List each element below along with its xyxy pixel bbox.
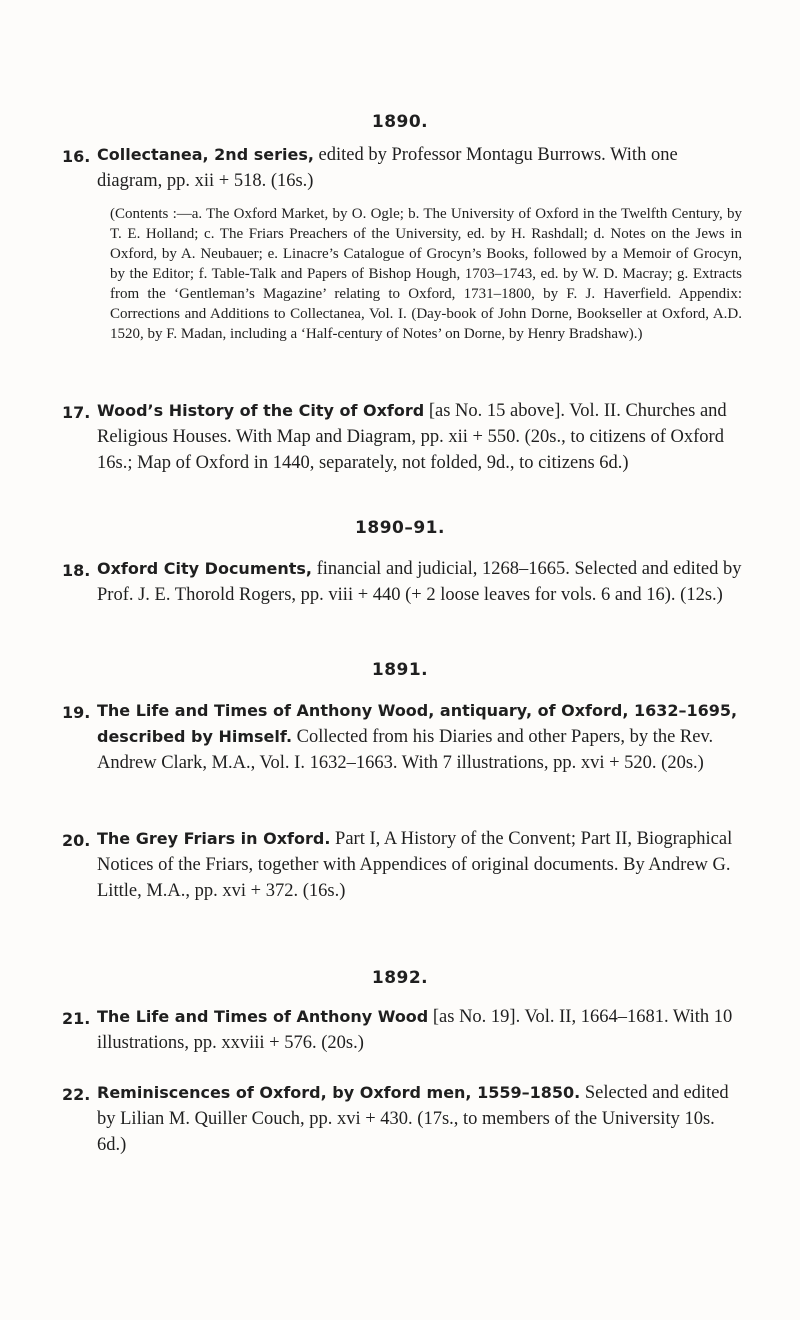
entry-text: [as No. 19]. Vol. II, 1664–1681. With 10 illustrations, pp. xxviii + 576. (20s.)	[97, 1007, 733, 1053]
entry-body	[97, 556, 742, 608]
entry-19	[62, 698, 742, 776]
entry-text: Selected and edited by Lilian M. Quiller Couch, pp. xvi + 430. (17s., to members of the University 10s. 6d.)	[97, 1083, 729, 1155]
entry-body	[97, 142, 742, 194]
entry-17	[62, 398, 742, 476]
entry-text: financial and judicial, 1268–1665. Selected and edited by Prof. J. E. Thorold Rogers, pp. viii + 440 (+ 2 loose leaves for vols. 6 and 16). (12s.)	[97, 559, 742, 605]
entry-title: Oxford City Documents,	[97, 559, 312, 578]
entry-number: 21.	[62, 1009, 91, 1028]
entry-number: 16.	[62, 147, 91, 166]
entry-text: Part I, A History of the Convent; Part II, Biographical Notices of the Friars, together with Appendices of original documents. By Andrew G. Little, M.A., pp. xvi + 372. (16s.)	[97, 829, 733, 901]
entry-number: 17.	[62, 403, 91, 422]
entry-number: 22.	[62, 1085, 91, 1104]
entry-number: 19.	[62, 703, 91, 722]
entry-text: [as No. 15 above]. Vol. II. Churches and Religious Houses. With Map and Diagram, pp. xii + 550. (20s., to citizens of Oxford 16s.; Map of Oxford in 1440, separately, not folded, 9d., to citizens 6d.)	[97, 401, 727, 473]
entry-title: The Grey Friars in Oxford.	[97, 829, 331, 848]
contents-note: (Contents :—a. The Oxford Market, by O. Ogle; b. The University of Oxford in the Twelfth Century, by T. E. Holland; c. The Friars Preachers of the University, ed. by H. Rashdall; d. Notes on the Jews in Oxford, by A. Neubauer; e. Linacre’s Catalogue of Grocyn’s Books, followed by a Memoir of Grocyn, by the Editor; f. Table-Talk and Papers of Bishop Hough, 1703–1743, ed. by W. D. Macray; g. Extracts from the ‘Gentleman’s Magazine’ relating to Oxford, 1731–1800, by F. J. Haverfield. Appendix: Corrections and Additions to Collectanea, Vol. I. (Day-book of John Dorne, Bookseller at Oxford, A.D. 1520, by F. Madan, including a ‘Half-century of Notes’ on Dorne, by Henry Bradshaw).)	[110, 206, 742, 342]
entry-title: Wood’s History of the City of Oxford	[97, 401, 425, 420]
entry-number: 18.	[62, 561, 91, 580]
entry-body	[97, 398, 742, 476]
entry-title: The Life and Times of Anthony Wood, antiquary, of Oxford, 1632–1695, described by Himself.	[97, 701, 738, 746]
entry-number: 20.	[62, 831, 91, 850]
entry-text: edited by Professor Montagu Burrows. With one diagram, pp. xii + 518. (16s.)	[97, 145, 678, 191]
year-heading: 1890.	[371, 112, 429, 132]
entry-title: Collectanea, 2nd series,	[97, 145, 314, 164]
entry-body	[97, 1004, 742, 1056]
year-heading: 1890–91.	[355, 518, 445, 538]
year-heading: 1892.	[371, 968, 429, 988]
entry-text: Collected from his Diaries and other Papers, by the Rev. Andrew Clark, M.A., Vol. I. 1632–1663. With 7 illustrations, pp. xvi + 520. (20s.)	[97, 727, 714, 773]
entry-body	[97, 698, 742, 776]
year-heading: 1891.	[371, 660, 429, 680]
entry-title: The Life and Times of Anthony Wood	[97, 1007, 429, 1026]
entry-22	[62, 1080, 742, 1158]
entry-18	[62, 556, 742, 608]
entry-body	[97, 826, 742, 904]
entry-body	[97, 1080, 742, 1158]
entry-16	[62, 142, 742, 194]
entry-title: Reminiscences of Oxford, by Oxford men, 1559–1850.	[97, 1083, 581, 1102]
entry-21	[62, 1004, 742, 1056]
entry-20	[62, 826, 742, 904]
